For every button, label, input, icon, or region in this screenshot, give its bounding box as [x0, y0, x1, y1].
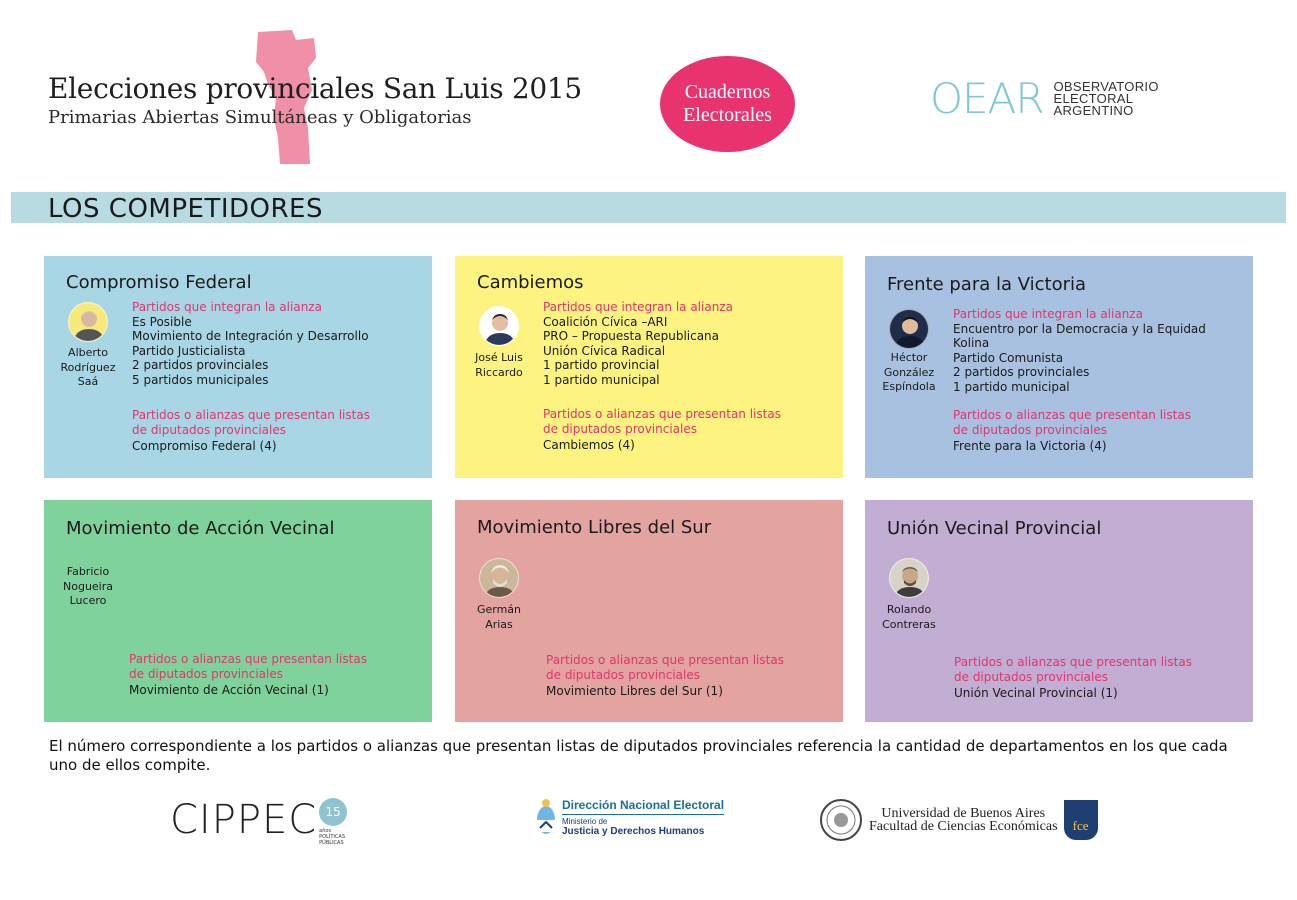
party-item: Unión Cívica Radical: [543, 343, 666, 358]
section-title: LOS COMPETIDORES: [48, 194, 323, 224]
card-title: Frente para la Victoria: [887, 274, 1087, 295]
competitor-card-movimiento-de-accion-vecinal: [44, 500, 432, 722]
candidate-name: Fabricio Nogueira Lucero: [63, 565, 113, 607]
candidate-name: José Luis Riccardo: [475, 351, 523, 379]
party-item: Encuentro por la Democracia y la Equidad: [953, 321, 1206, 336]
card-title: Compromiso Federal: [66, 272, 252, 293]
oear-logo-text: [1054, 81, 1159, 117]
badge-line1: Cuadernos: [684, 81, 771, 103]
candidate-name: Germán Arias: [476, 603, 522, 631]
alliance-parties-label: Partidos que integran la alianza: [543, 300, 733, 314]
lists-label-line1: Partidos o alianzas que presentan listas: [543, 407, 781, 421]
lists-label-line1: Partidos o alianzas que presentan listas: [953, 408, 1191, 422]
candidate-name: Héctor González Espíndola: [882, 351, 936, 393]
lists-label-line1: Partidos o alianzas que presentan listas: [546, 653, 784, 667]
candidate-avatar: [479, 306, 519, 346]
lists-value: Compromiso Federal (4): [132, 439, 277, 453]
card-title: Cambiemos: [477, 272, 584, 293]
competitor-card-union-vecinal-provincial: [865, 500, 1253, 722]
oear-line3: ARGENTINO: [1053, 103, 1134, 118]
lists-value: Cambiemos (4): [543, 438, 635, 452]
party-item: Kolina: [953, 336, 990, 350]
party-item: Movimiento de Integración y Desarrollo: [132, 329, 369, 343]
card-title: Unión Vecinal Provincial: [887, 518, 1102, 539]
card-info: [132, 300, 422, 454]
argentina-shield-icon: [536, 798, 556, 836]
lists-label-line2: de diputados provinciales: [129, 666, 283, 681]
title-block: [48, 72, 582, 128]
lists-label-line1: Partidos o alianzas que presentan listas: [132, 408, 370, 422]
party-item: 1 partido municipal: [543, 372, 660, 387]
card-info: [543, 300, 833, 453]
cippec-logo: [170, 798, 347, 846]
party-item: Partido Justicialista: [132, 343, 246, 358]
candidate-name: Rolando Contreras: [882, 603, 936, 631]
competitor-card-cambiemos: [455, 256, 843, 478]
candidate-avatar: [479, 558, 519, 598]
lists-value: Frente para la Victoria (4): [953, 439, 1107, 453]
lists-label-line2: de diputados provinciales: [546, 667, 700, 682]
party-item: 1 partido municipal: [953, 379, 1070, 394]
oear-logo: [930, 74, 1159, 123]
alliance-parties-label: Partidos que integran la alianza: [953, 307, 1143, 321]
party-item: PRO – Propuesta Republicana: [543, 329, 720, 343]
cuadernos-electorales-badge: [660, 56, 795, 152]
page-title: Elecciones provinciales San Luis 2015: [48, 72, 582, 105]
candidate-avatar: [889, 558, 929, 598]
lists-label-line1: Partidos o alianzas que presentan listas: [129, 652, 367, 666]
candidate-avatar: [889, 309, 929, 349]
candidate-avatar: [68, 302, 108, 342]
direccion-nacional-electoral-logo: Dirección Nacional Electoral Ministerio de Justicia y Derechos Humanos: [536, 798, 724, 837]
lists-value: Unión Vecinal Provincial (1): [954, 686, 1118, 700]
card-title: Movimiento Libres del Sur: [477, 517, 712, 538]
lists-label-line2: de diputados provinciales: [953, 422, 1107, 437]
oear-line1: OBSERVATORIO: [1053, 79, 1159, 94]
card-info: [953, 307, 1243, 454]
lists-label-line1: Partidos o alianzas que presentan listas: [954, 655, 1192, 669]
card-info: [129, 652, 419, 698]
oear-logo-mark: OEAR: [930, 74, 1044, 123]
oear-line2: ELECTORAL: [1053, 91, 1134, 106]
party-item: Partido Comunista: [953, 350, 1064, 365]
fce-shield-icon: fce: [1064, 800, 1098, 840]
uba-seal-icon: [819, 798, 863, 842]
party-item: 2 partidos provinciales: [132, 358, 269, 372]
party-item: Es Posible: [132, 314, 192, 329]
card-info: [546, 653, 836, 699]
lists-label-line2: de diputados provinciales: [132, 422, 286, 437]
party-item: 5 partidos municipales: [132, 372, 269, 387]
lists-label-line2: de diputados provinciales: [543, 421, 697, 436]
cippec-wordmark: CIPPEC: [170, 797, 318, 843]
lists-value: Movimiento de Acción Vecinal (1): [129, 683, 329, 697]
lists-value: Movimiento Libres del Sur (1): [546, 684, 723, 698]
badge-line2: Electorales: [683, 104, 772, 126]
card-title: Movimiento de Acción Vecinal: [66, 518, 335, 539]
footnote: El número correspondiente a los partidos o alianzas que presentan listas de diputados provinciales referencia la cantidad de departamentos en los que cada uno de ellos compite.: [49, 737, 1228, 774]
lists-label-line2: de diputados provinciales: [954, 669, 1108, 684]
card-info: [954, 655, 1244, 701]
competitor-card-compromiso-federal: [44, 256, 432, 478]
uba-fce-logo: Universidad de Buenos Aires Facultad de Ciencias Económicas fce: [819, 798, 1098, 842]
party-item: Coalición Cívica –ARI: [543, 314, 668, 329]
alliance-parties-label: Partidos que integran la alianza: [132, 300, 322, 314]
party-item: 1 partido provincial: [543, 358, 660, 372]
competitor-card-frente-para-la-victoria: [865, 256, 1253, 478]
competitor-card-movimiento-libres-del-sur: [455, 500, 843, 722]
cippec-15-badge: 15: [319, 798, 347, 826]
page-subtitle: Primarias Abiertas Simultáneas y Obligatorias: [48, 107, 472, 128]
candidate-name: Alberto Rodríguez Saá: [60, 346, 116, 388]
cippec-badge: 15 años POLÍTICAS PÚBLICAS: [319, 798, 347, 846]
party-item: 2 partidos provinciales: [953, 365, 1090, 379]
